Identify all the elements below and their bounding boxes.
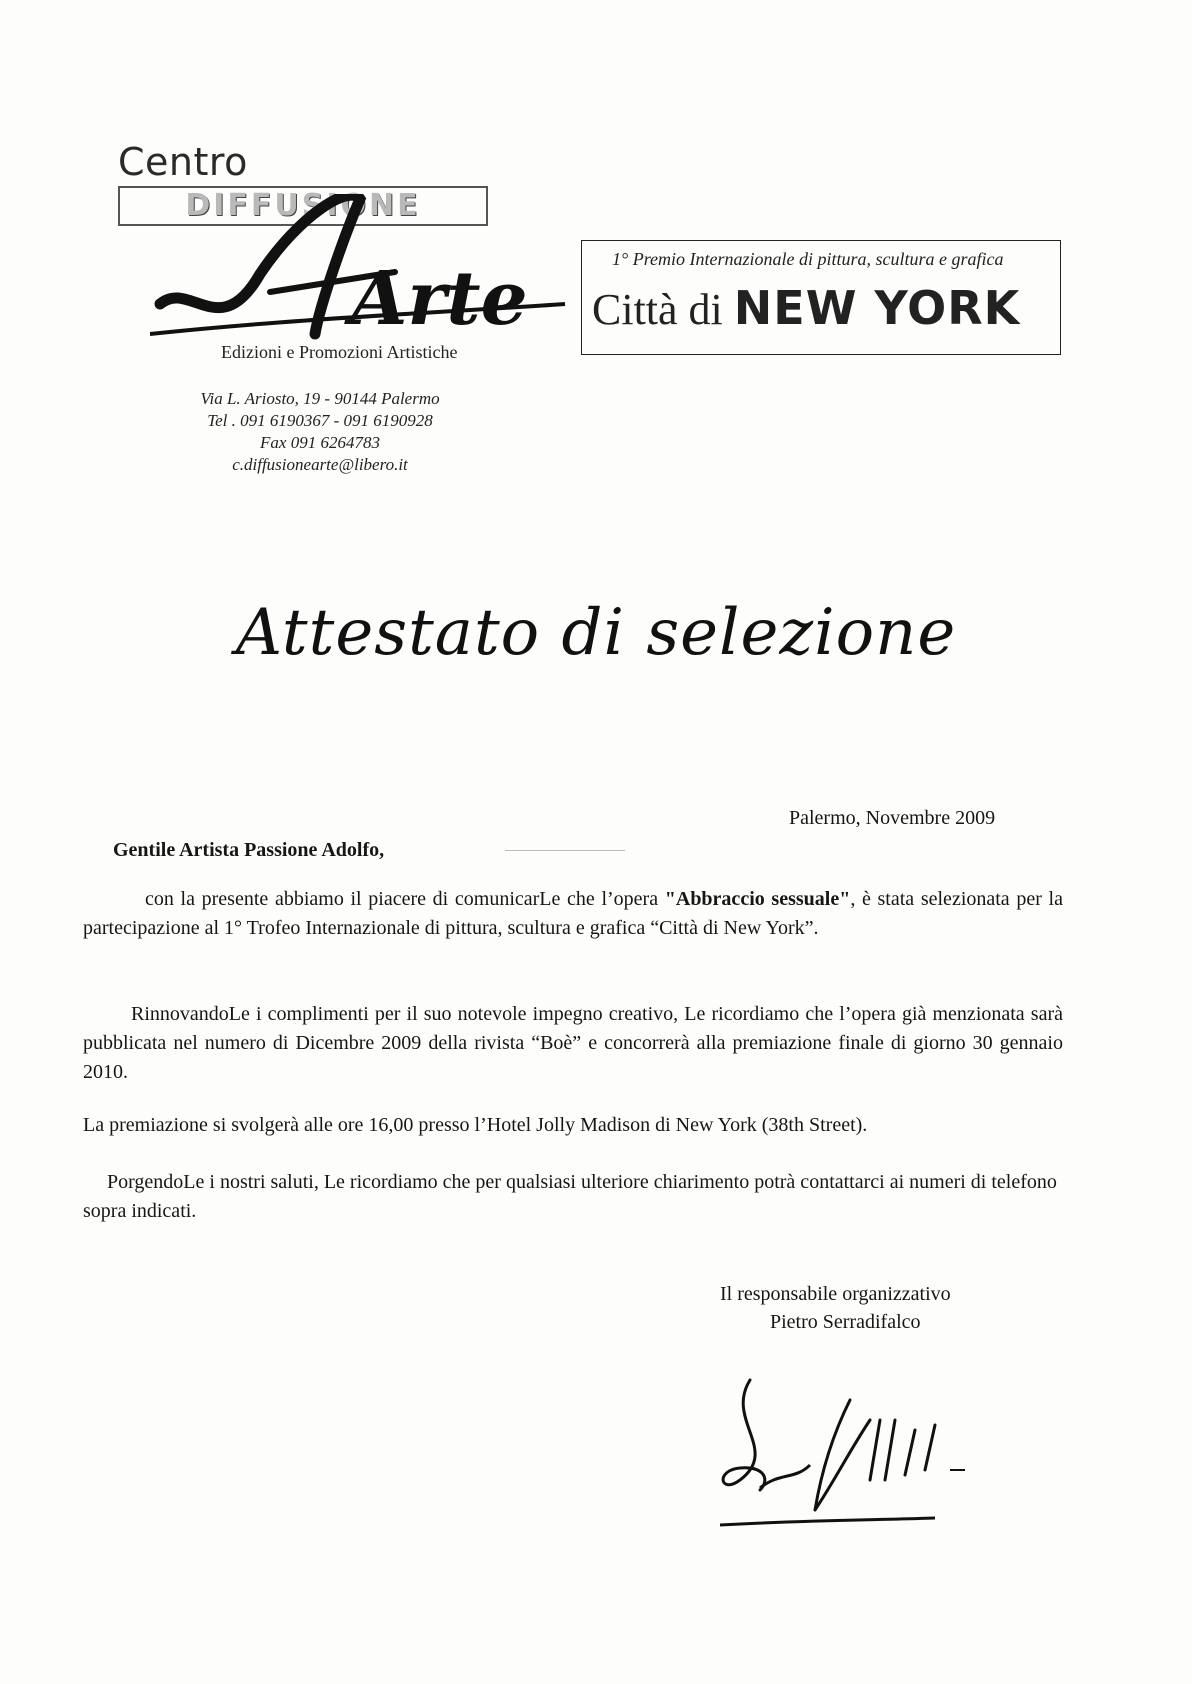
logo-diffusione-text: DIFFUSIONE (118, 186, 488, 226)
logo-centro-text: Centro (118, 140, 248, 184)
logo-arte-graphic (150, 194, 570, 344)
artwork-title: "Abbraccio sessuale" (664, 888, 851, 910)
paragraph-ceremony: La premiazione si svolgerà alle ore 16,00 presso l’Hotel Jolly Madison di New York (38th Street). (83, 1114, 868, 1136)
prize-title: 1° Premio Internazionale di pittura, scultura e grafica (612, 249, 1004, 269)
p1-text-b: , è stata selezionata per la partecipazione al 1° Trofeo Internazionale di pittura, scultura e grafica “Città di New York”. (83, 888, 1063, 939)
divider (505, 850, 625, 851)
paragraph-selection (83, 885, 1063, 943)
prize-box (581, 240, 1061, 355)
prize-city (592, 281, 1020, 335)
prize-city-name: NEW YORK (733, 281, 1021, 335)
salutation: Gentile Artista Passione Adolfo, (113, 839, 385, 861)
p4-text: PorgendoLe i nostri saluti, Le ricordiamo che per qualsiasi ulteriore chiarimento potrà contattarci ai numeri di telefono sopra indicati. (83, 1171, 1057, 1222)
place-date: Palermo, Novembre 2009 (789, 807, 996, 829)
logo-subtitle: Edizioni e Promozioni Artistiche (221, 342, 458, 362)
signer-name: Pietro Serradifalco (770, 1311, 921, 1333)
paragraph-closing (83, 1168, 1063, 1226)
p1-text-a: con la presente abbiamo il piacere di comunicarLe che l’opera (145, 888, 665, 910)
address-street: Via L. Ariosto, 19 - 90144 Palermo (200, 389, 440, 408)
letterhead-logo (90, 130, 560, 370)
document-title: Attestato di selezione (235, 596, 957, 670)
contact-address (140, 388, 500, 476)
paragraph-publication (83, 1000, 1063, 1087)
prize-city-prefix: Città di (592, 285, 734, 334)
address-fax: Fax 091 6264783 (260, 433, 380, 452)
logo-arte-text: Arte (350, 256, 528, 342)
address-phone: Tel . 091 6190367 - 091 6190928 (207, 411, 433, 430)
signer-role: Il responsabile organizzativo (720, 1283, 951, 1305)
address-email: c.diffusionearte@libero.it (232, 455, 408, 474)
p2-text: RinnovandoLe i complimenti per il suo notevole impegno creativo, Le ricordiamo che l’opera già menzionata sarà pubblicata nel numero di Dicembre 2009 della rivista “Boè” e concorrerà alla premiazione finale di giorno 30 gennaio 2010. (83, 1003, 1063, 1083)
handwritten-signature (720, 1360, 1030, 1530)
